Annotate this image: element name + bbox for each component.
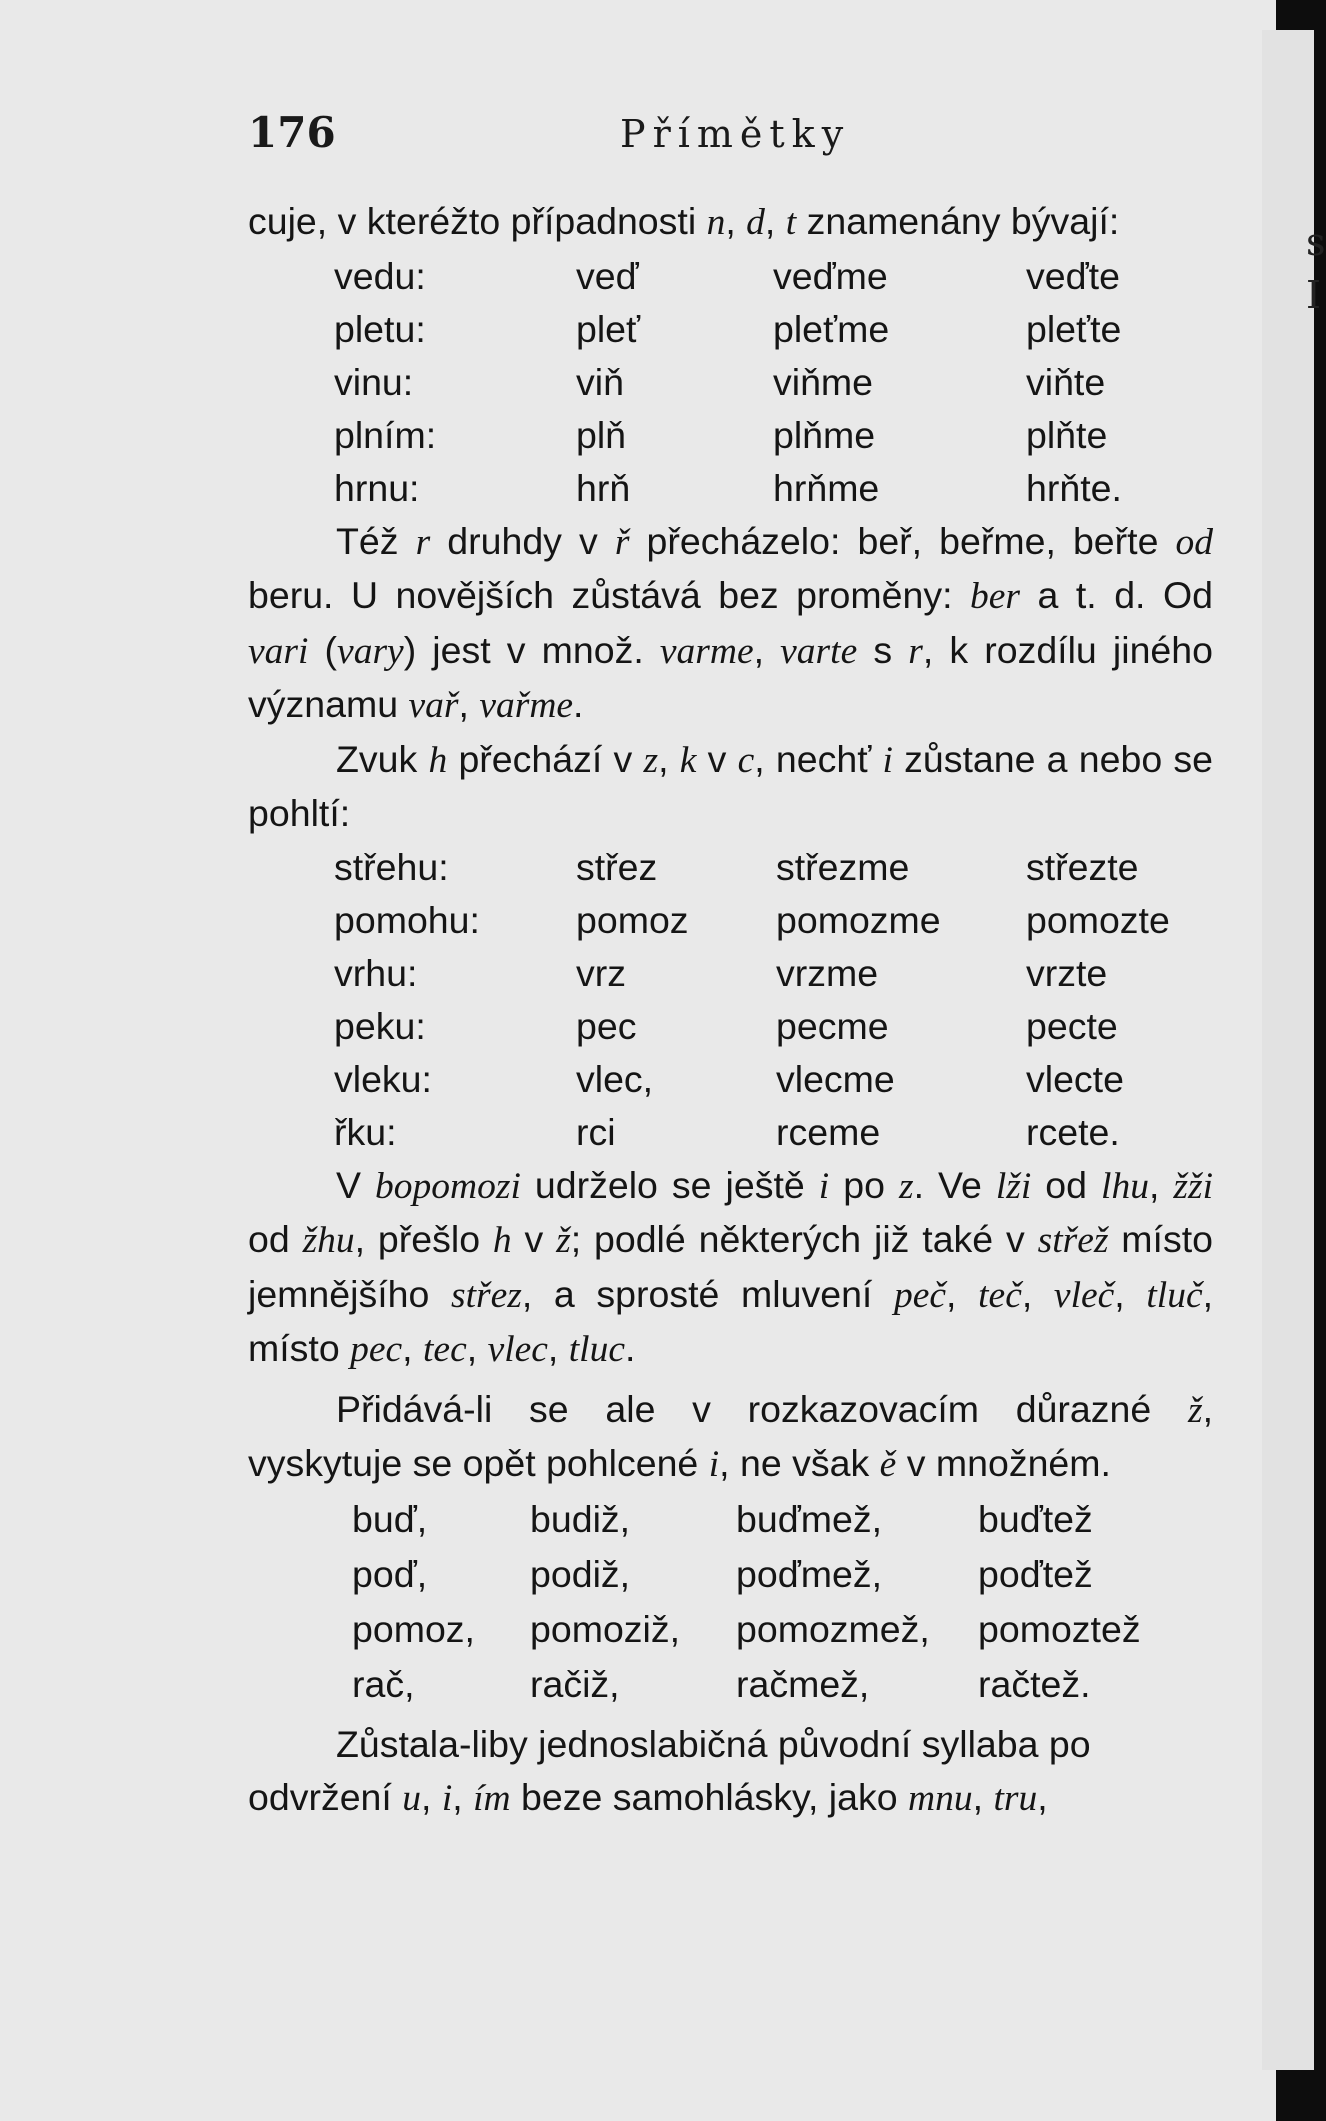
- verb-table-2: [334, 841, 1170, 1159]
- table-row: pletu: pleť pleťme pleťte: [334, 307, 1122, 350]
- paragraph-4: V bopomozi udrželo se ještě i po z. Ve lži od lhu, žži od žhu, přešlo h v ž; podlé některých již také v střež místo jemnějšího střez, a sprosté mluvení peč, teč, vleč, tluč, místo pec, tec, vlec, tluc.: [248, 1163, 1214, 1370]
- running-title: Přímětky: [620, 112, 851, 156]
- paragraph-3: Zvuk h přechází v z, k v c, nechť i zůstane a nebo se pohltí:: [248, 737, 1214, 834]
- table-row: vinu: viň viňme viňte: [334, 360, 1106, 403]
- paragraph-1: cuje, v kteréžto případnosti n, d, t znamenány bývají:: [248, 200, 1120, 243]
- table-row: vleku: vlec, vlecme vlecte: [334, 1057, 1124, 1100]
- table-row: střehu: střez střezme střezte: [334, 845, 1139, 888]
- adjacent-page-edge: [1262, 30, 1326, 2070]
- table-row: pomohu: pomoz pomozme pomozte: [334, 898, 1170, 941]
- table-row: řku: rci rceme rcete.: [334, 1110, 1120, 1153]
- page-header: [248, 108, 1208, 168]
- table-row: vedu: veď veďme veďte: [334, 254, 1120, 297]
- paragraph-2: Též r druhdy v ř přecházelo: beř, beřme, beřte od beru. U novějších zůstává bez proměny: ber a t. d. Od vari (vary) jest v množ. varme, varte s r, k rozdílu jiného významu vař, vařme.: [248, 519, 1213, 726]
- table-row: rač, račiž, račmež, račtež.: [352, 1662, 1091, 1705]
- paragraph-6: Zůstala-liby jednoslabičná původní syllaba po odvržení u, i, ím beze samohlásky, jako mnu, tru,: [248, 1722, 1091, 1819]
- table-row: peku: pec pecme pecte: [334, 1004, 1118, 1047]
- adjacent-page-fragment: I: [1306, 273, 1322, 317]
- table-row: vrhu: vrz vrzme vrzte: [334, 951, 1108, 994]
- page-body: [248, 195, 1213, 1826]
- verb-table-3: [352, 1492, 1141, 1712]
- table-row: hrnu: hrň hrňme hrňte.: [334, 466, 1122, 509]
- table-row: pomoz, pomoziž, pomozmež, pomoztež: [352, 1607, 1141, 1650]
- table-row: plním: plň plňme plňte: [334, 413, 1108, 456]
- adjacent-page-fragment: s: [1306, 220, 1326, 264]
- verb-table-1: [334, 250, 1122, 515]
- page-number: 176: [248, 108, 336, 157]
- table-row: poď, podiž, poďmež, poďtež: [352, 1552, 1093, 1595]
- table-row: buď, budiž, buďmež, buďtež: [352, 1497, 1093, 1540]
- paragraph-5: Přidává-li se ale v rozkazovacím důrazné ž, vyskytuje se opět pohlcené i, ne však ě v množném.: [248, 1387, 1213, 1485]
